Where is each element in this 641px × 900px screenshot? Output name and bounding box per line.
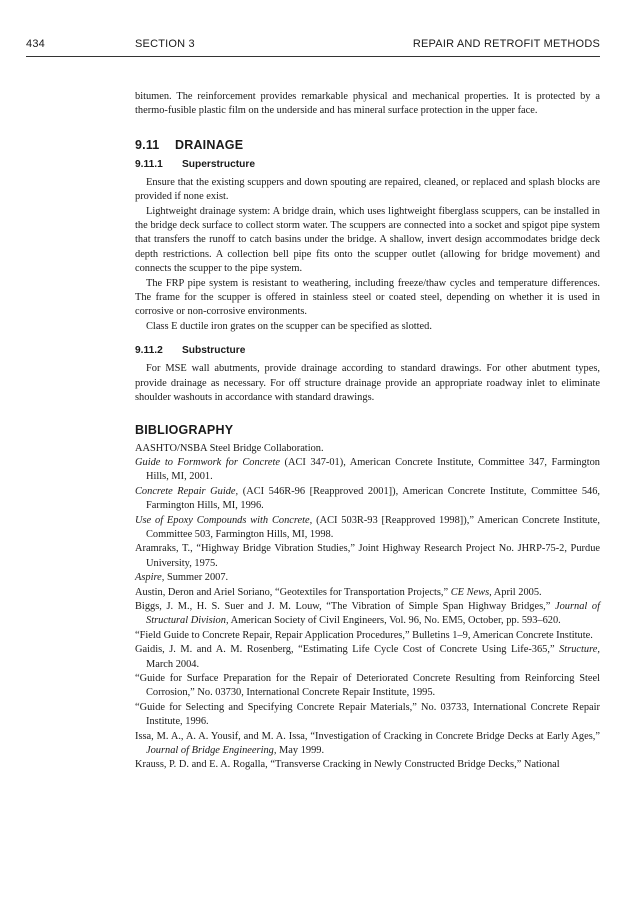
entry-text: (ACI 503R-93 [Reapproved 1998]),” American Concrete Institute, Committee 503, Farmington Hills, MI, 1998.: [146, 514, 600, 540]
paragraph: The FRP pipe system is resistant to weathering, including freeze/thaw cycles and temperature differences. The frame for the scupper is offered in stainless steel or coated steel, depending on whether it is used in corrosive or non-corrosive environments.: [135, 277, 600, 318]
section-title: DRAINAGE: [175, 137, 244, 152]
entry-text: AASHTO/NSBA Steel Bridge Collaboration.: [135, 442, 324, 454]
page-body: [135, 90, 600, 773]
bibliography-entry: [135, 586, 600, 600]
entry-text: “Guide for Selecting and Specifying Concrete Repair Materials,” No. 03733, International Concrete Repair Institute, 1996.: [135, 701, 600, 728]
entry-text: Issa, M. A., A. A. Yousif, and M. A. Issa, “Investigation of Cracking in Concrete Bridge Decks at Early Ages,”: [135, 730, 600, 742]
bibliography-entry: [135, 514, 600, 543]
bibliography-entry: [135, 571, 600, 585]
bibliography-entry: [135, 629, 600, 643]
entry-text: (ACI 347-01), American Concrete Institute, Committee 347, Farmington Hills, MI, 2001.: [146, 456, 600, 483]
bibliography-heading: BIBLIOGRAPHY: [135, 422, 234, 437]
bibliography-entry: [135, 758, 600, 772]
header-rule: [26, 56, 600, 57]
bibliography-entry: [135, 485, 600, 514]
bibliography-entry: [135, 643, 600, 672]
entry-italic-text: Use of Epoxy Compounds with Concrete,: [135, 514, 313, 526]
entry-text: “Field Guide to Concrete Repair, Repair Application Procedures,” Bulletins 1–9, American Concrete Institute.: [135, 629, 593, 641]
running-title: REPAIR AND RETROFIT METHODS: [412, 38, 600, 50]
bibliography-entry: [135, 701, 600, 730]
entry-text: April 2005.: [491, 586, 542, 598]
subsection-number: 9.11.2: [135, 345, 163, 357]
entry-italic-text: CE News,: [450, 586, 492, 598]
entry-text: “Guide for Surface Preparation for the Repair of Deteriorated Concrete Resulting from Reinforcing Steel Corrosion,” No. 03730, International Concrete Repair Institute, 1995.: [135, 673, 600, 699]
entry-text: May 1999.: [276, 745, 325, 757]
intro-paragraph: bitumen. The reinforcement provides remarkable physical and mechanical properties. It is protected by a thermo-fusible plastic film on the underside and has mineral surface protection in the upper face.: [135, 91, 600, 117]
section-heading-drainage: [135, 137, 600, 153]
entry-text: Austin, Deron and Ariel Soriano, “Geotextiles for Transportation Projects,”: [135, 586, 451, 598]
subsection-title: Superstructure: [182, 158, 256, 170]
bibliography-entry: [135, 442, 600, 456]
section-number: 9.11: [135, 137, 160, 152]
entry-text: Gaidis, J. M. and A. M. Rosenberg, “Estimating Life Cycle Cost of Concrete Using Life-365,”: [135, 644, 560, 656]
entry-text: March 2004.: [146, 658, 200, 670]
subsection-heading-substructure: [135, 344, 600, 358]
entry-italic-text: Aspire,: [135, 572, 165, 584]
bibliography-entry: [135, 600, 600, 629]
entry-italic-text: Journal of Bridge Engineering,: [146, 745, 277, 757]
entry-text: Biggs, J. M., H. S. Suer and J. M. Louw, “The Vibration of Simple Span Highway Bridges,”: [135, 600, 555, 612]
bibliography-entry: [135, 456, 600, 485]
bibliography-list: [135, 442, 600, 773]
paragraph: Lightweight drainage system: A bridge drain, which uses lightweight fiberglass scuppers, can be installed in the bridge deck surface to collect storm water. The scuppers are connected into a socket and spigot pipe system that transfers the runoff to catch basins under the bridge. A shallow, invert design accommodates bridge deck depth restrictions. A collection bell pipe fits onto the scupper outlet (allowing for bridge movement) and connects the scupper to the pipe system.: [135, 205, 600, 275]
paragraph: Class E ductile iron grates on the scupper can be specified as slotted.: [146, 320, 432, 332]
paragraph: For MSE wall abutments, provide drainage according to standard drawings. For other abutment types, provide drainage as necessary. For off structure drainage provide an appropriate roadway inlet to eliminate shoulder washouts in accordance with standard drawings.: [135, 363, 600, 404]
bibliography-entry: [135, 542, 600, 571]
entry-text: American Society of Civil Engineers, Vol. 96, No. EM5, October, pp. 593–620.: [228, 615, 561, 627]
bibliography-entry: [135, 672, 600, 701]
entry-text: Krauss, P. D. and E. A. Rogalla, “Transverse Cracking in Newly Constructed Bridge Decks,” National: [135, 759, 560, 771]
entry-text: Aramraks, T., “Highway Bridge Vibration Studies,” Joint Highway Research Project No. JHRP-75-2, Purdue University, 1975.: [135, 543, 600, 569]
entry-text: (ACI 546R-96 [Reapproved 2001]), American Concrete Institute, Committee 546, Farmington Hills, MI, 1996.: [146, 485, 601, 512]
entry-italic-text: Concrete Repair Guide,: [135, 485, 239, 497]
paragraph: Ensure that the existing scuppers and down spouting are repaired, cleaned, or replaced and splash blocks are provided if none exist.: [135, 176, 600, 203]
page-number: 434: [26, 38, 45, 50]
running-header: [26, 38, 600, 52]
entry-text: Summer 2007.: [164, 572, 229, 584]
subsection-heading-superstructure: [135, 158, 600, 172]
entry-italic-text: Structure,: [559, 644, 600, 656]
section-label: SECTION 3: [135, 38, 195, 50]
entry-italic-text: Journal of Structural Division,: [146, 600, 600, 627]
bibliography-entry: [135, 730, 600, 759]
subsection-title: Substructure: [182, 345, 246, 357]
entry-italic-text: Guide to Formwork for Concrete: [135, 456, 281, 468]
subsection-number: 9.11.1: [135, 158, 163, 170]
